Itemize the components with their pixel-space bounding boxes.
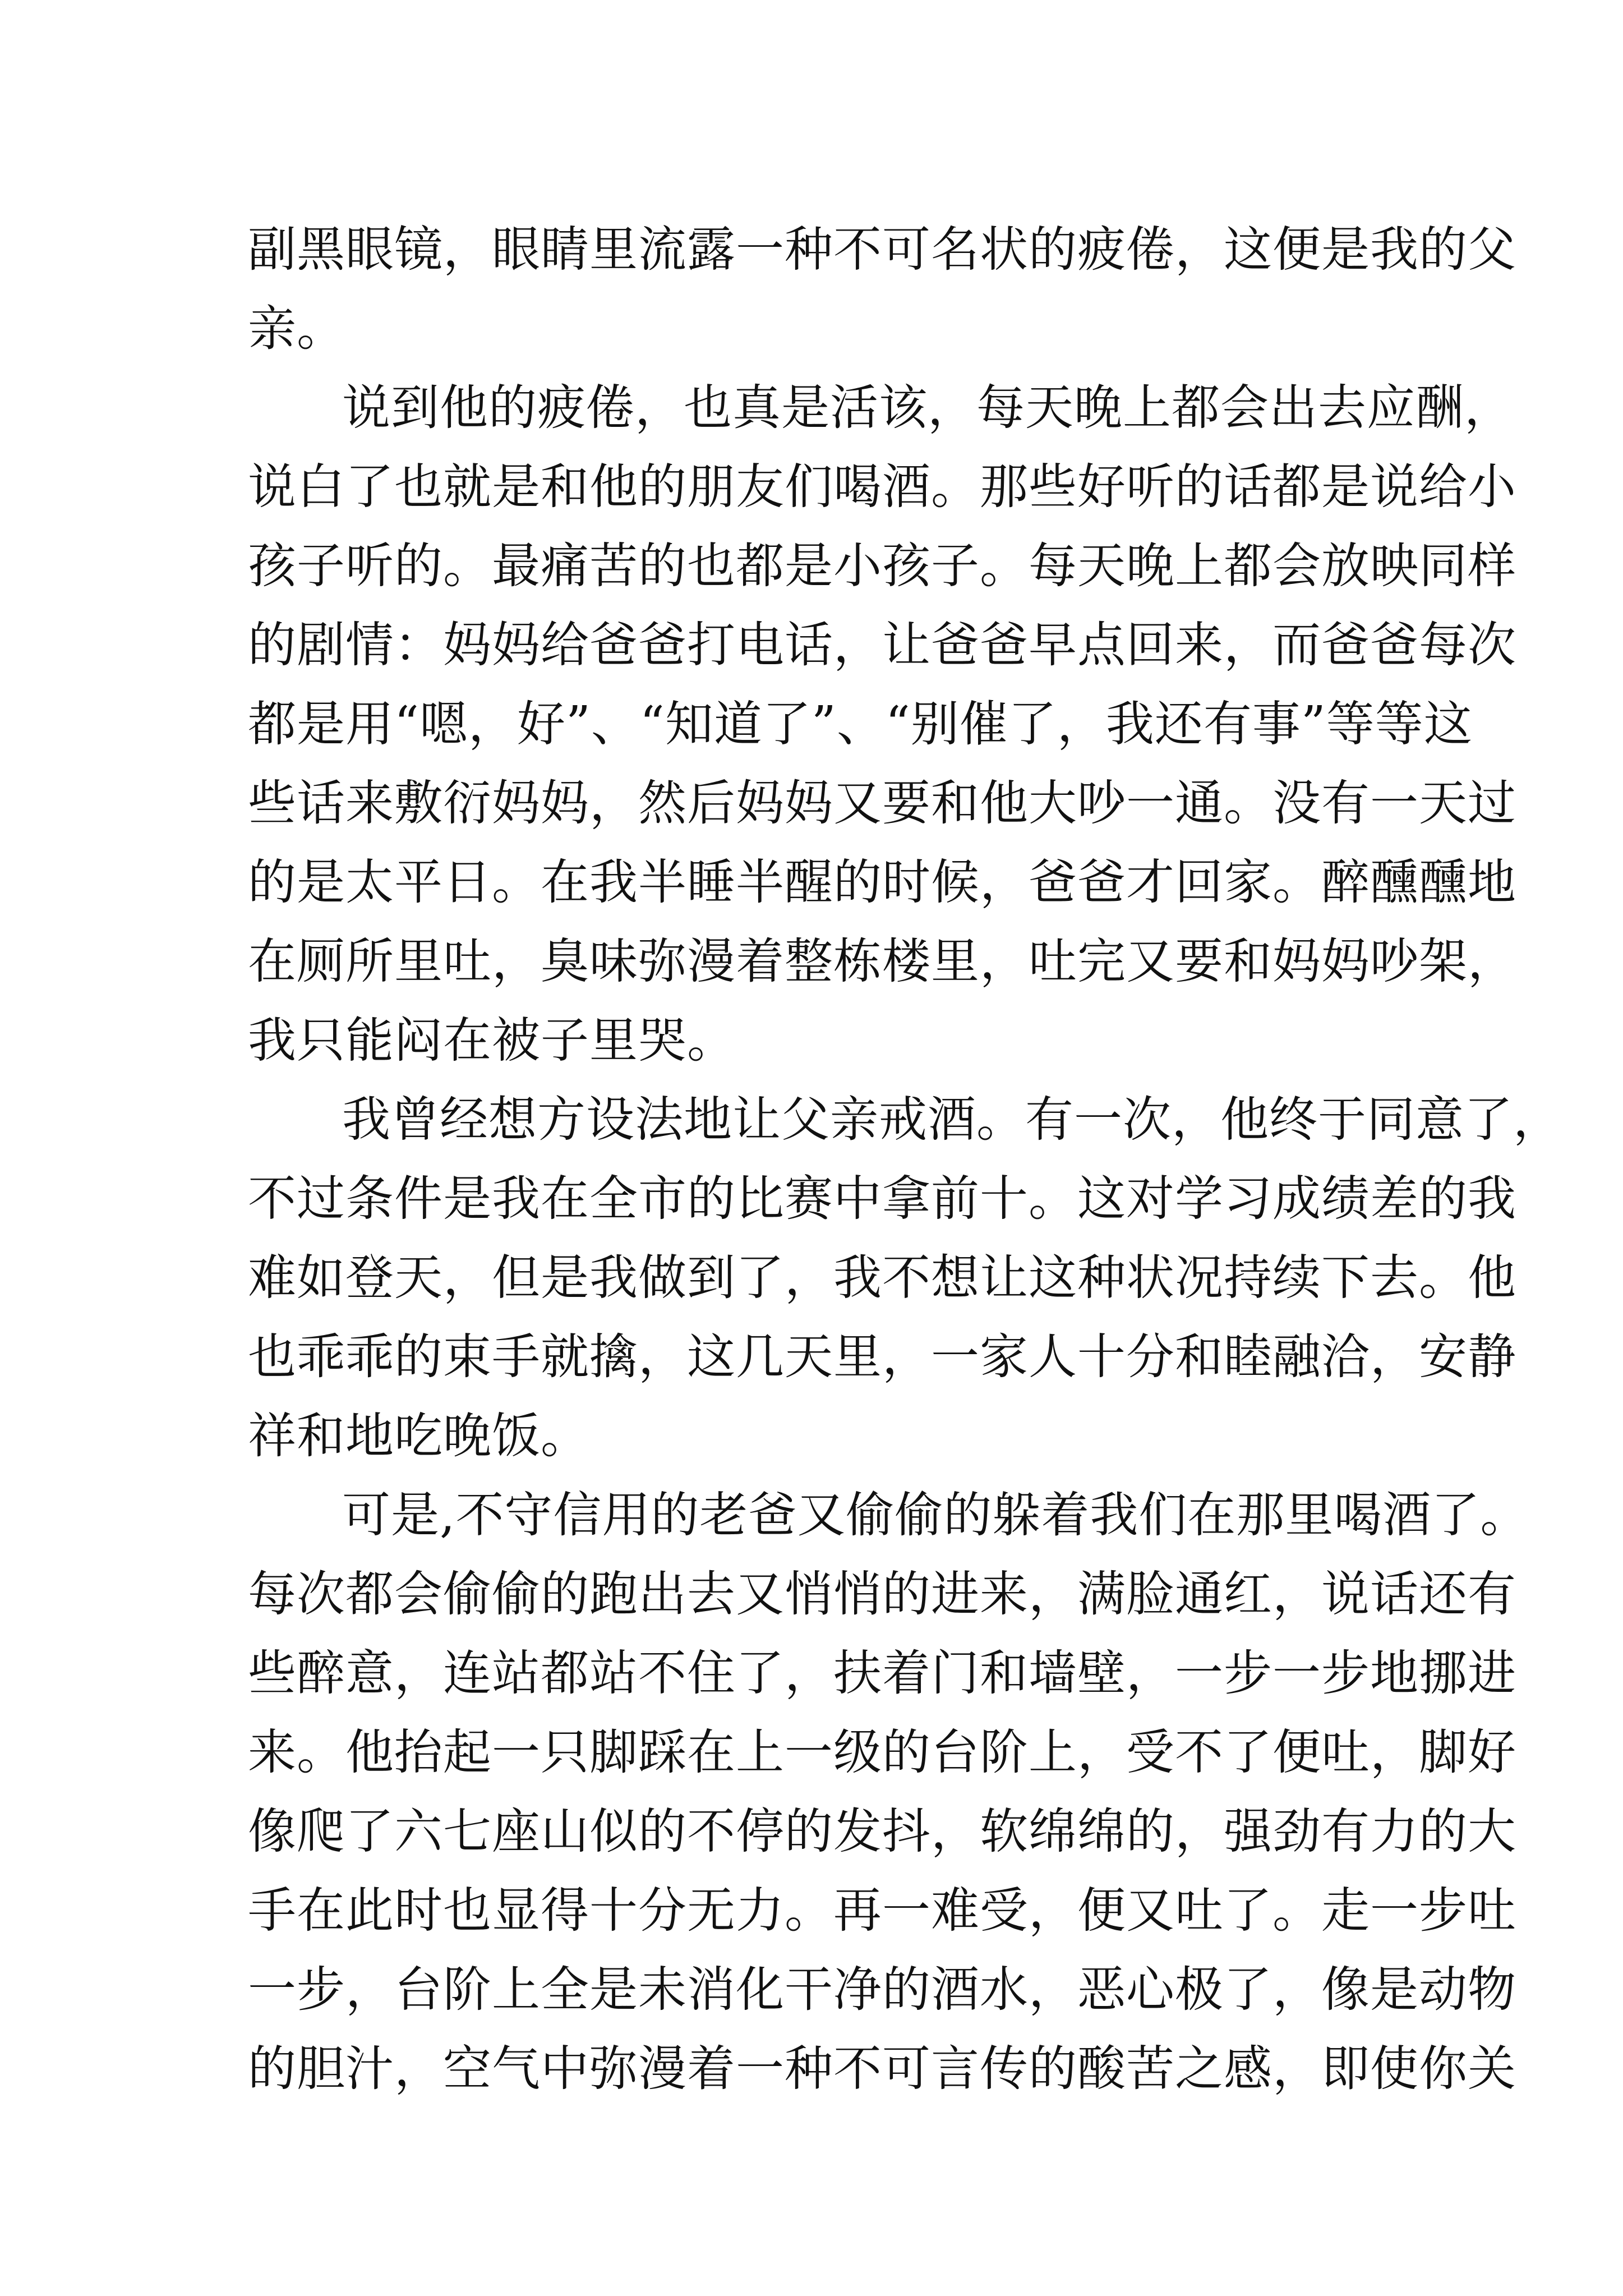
paragraph-4-line-7: 一步，台阶上全是未消化干净的酒水，恶心极了，像是动物 xyxy=(248,1962,1516,2018)
paragraph-2-line-4: 的剧情：妈妈给爸爸打电话，让爸爸早点回来，而爸爸每次 xyxy=(248,617,1516,673)
paragraph-2-line-7: 的是太平日。在我半睡半醒的时候，爸爸才回家。醉醺醺地 xyxy=(248,854,1516,910)
paragraph-3-line-5: 祥和地吃晚饭。 xyxy=(248,1408,589,1464)
paragraph-2-line-8: 在厕所里吐，臭味弥漫着整栋楼里，吐完又要和妈妈吵架， xyxy=(248,933,1516,990)
paragraph-2-line-2: 说白了也就是和他的朋友们喝酒。那些好听的话都是说给小 xyxy=(248,459,1516,515)
paragraph-4-line-8: 的胆汁，空气中弥漫着一种不可言传的酸苦之感，即使你关 xyxy=(248,2041,1516,2097)
paragraph-2-line-5: 都是用“嗯，好”、“知道了”、“别催了，我还有事”等等这 xyxy=(248,696,1473,752)
paragraph-4-line-3: 些醉意，连站都站不住了，扶着门和墙壁，一步一步地挪进 xyxy=(248,1645,1516,1701)
paragraph-1-line-2: 亲。 xyxy=(248,301,345,357)
paragraph-2-line-3: 孩子听的。最痛苦的也都是小孩子。每天晚上都会放映同样 xyxy=(248,538,1516,594)
paragraph-1-line-1: 副黑眼镜，眼睛里流露一种不可名状的疲倦，这便是我的父 xyxy=(248,222,1516,278)
paragraph-2-line-9: 我只能闷在被子里哭。 xyxy=(248,1013,736,1069)
paragraph-3-line-4: 也乖乖的束手就擒，这几天里，一家人十分和睦融洽，安静 xyxy=(248,1329,1516,1385)
paragraph-4-line-2: 每次都会偷偷的跑出去又悄悄的进来，满脸通红，说话还有 xyxy=(248,1566,1516,1622)
paragraph-3-line-3: 难如登天，但是我做到了，我不想让这种状况持续下去。他 xyxy=(248,1250,1516,1306)
paragraph-4-line-6: 手在此时也显得十分无力。再一难受，便又吐了。走一步吐 xyxy=(248,1883,1516,1939)
paragraph-3-line-2: 不过条件是我在全市的比赛中拿前十。这对学习成绩差的我 xyxy=(248,1171,1516,1227)
paragraph-2-line-1: 说到他的疲倦，也真是活该，每天晚上都会出去应酬， xyxy=(342,380,1513,436)
paragraph-3-line-1: 我曾经想方设法地让父亲戒酒。有一次，他终于同意了， xyxy=(342,1092,1562,1148)
paragraph-2-line-6: 些话来敷衍妈妈，然后妈妈又要和他大吵一通。没有一天过 xyxy=(248,775,1516,831)
paragraph-4-line-4: 来。他抬起一只脚踩在上一级的台阶上，受不了便吐，脚好 xyxy=(248,1724,1516,1780)
document-body xyxy=(248,210,1562,2109)
paragraph-4-line-5: 像爬了六七座山似的不停的发抖，软绵绵的，强劲有力的大 xyxy=(248,1803,1516,1860)
paragraph-4-line-1: 可是,不守信用的老爸又偷偷的躲着我们在那里喝酒了。 xyxy=(342,1487,1529,1543)
